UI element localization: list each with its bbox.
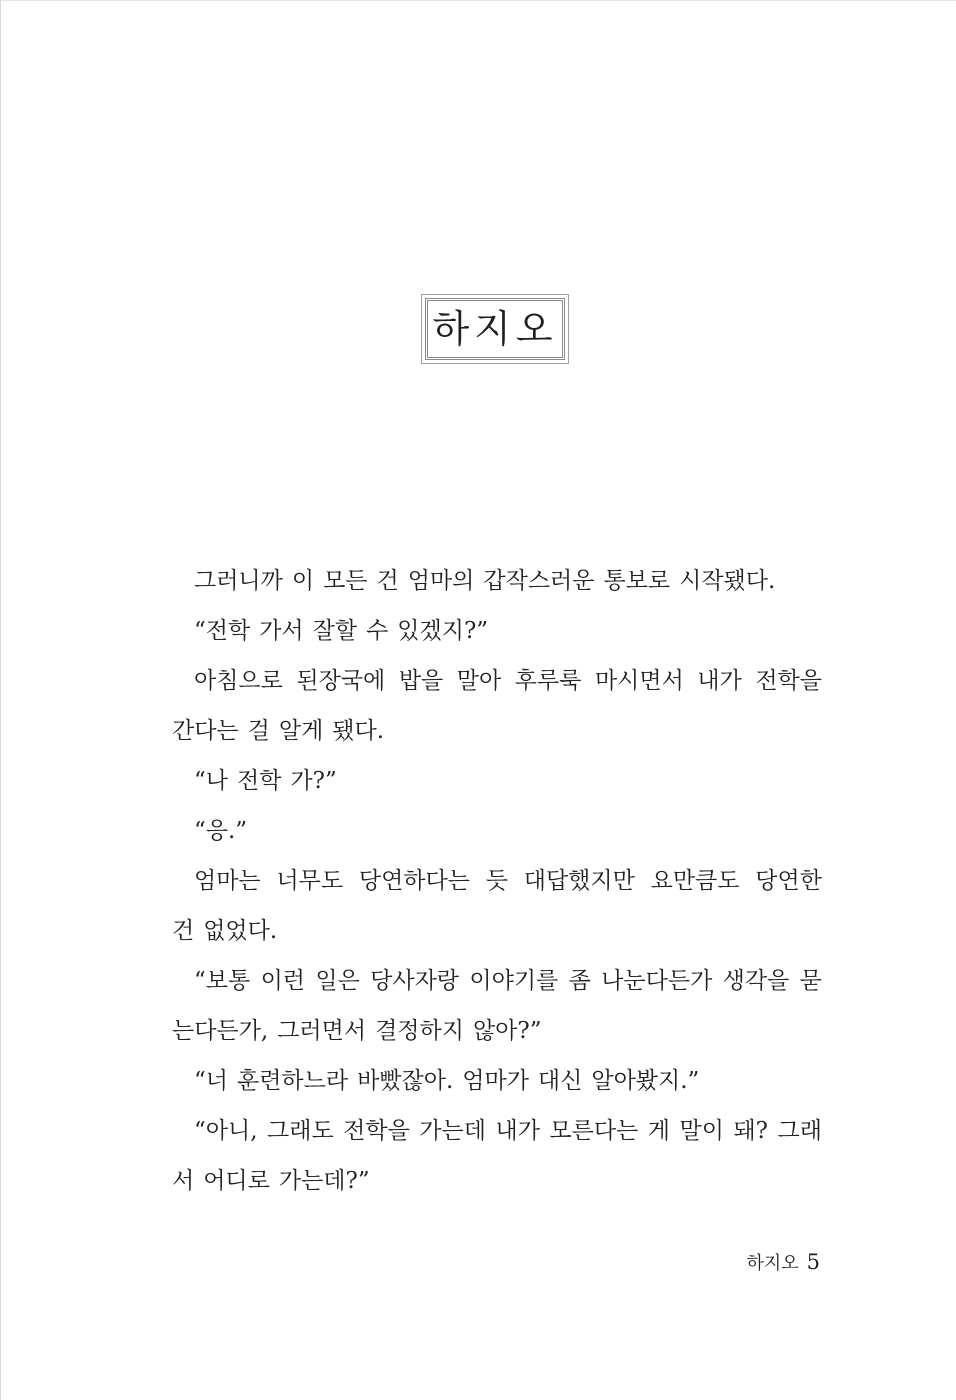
word: 일은 (315, 968, 360, 994)
word: 걸 (247, 718, 270, 744)
word: “나 (194, 768, 228, 794)
word: “아니, (194, 1118, 258, 1144)
word: 이런 (260, 968, 305, 994)
word: 나눈다든가 (601, 968, 713, 994)
text-line (172, 1056, 822, 1106)
word: 밥을 (398, 668, 444, 694)
word: 듯 (485, 868, 508, 894)
page-number: 5 (806, 1250, 820, 1274)
word: 잘할 (312, 618, 358, 644)
word: 이야기를 (469, 968, 559, 994)
word: 당연하다는 (358, 868, 470, 894)
text-line (172, 656, 822, 706)
word: 너무도 (276, 868, 344, 894)
word: 있겠지?” (397, 618, 489, 644)
word: 아침으로 (194, 668, 283, 694)
word: 어디로 (203, 1168, 270, 1194)
word: 엄마가 (462, 1068, 529, 1094)
word: 는다든가, (172, 1018, 269, 1044)
word: 내가 (495, 1118, 540, 1144)
word: 요만큼도 (650, 868, 740, 894)
word: 갑작스러운 (483, 568, 595, 594)
word: 마시면서 (594, 668, 684, 694)
word: 결정하지 (375, 1018, 464, 1044)
word: 건 (376, 568, 399, 594)
word: 가는데 (419, 1118, 486, 1144)
word: “보통 (194, 968, 251, 994)
word: 간다는 (172, 718, 239, 744)
word: 내가 (697, 668, 742, 694)
word: 통보로 (603, 568, 671, 594)
word: 말이 (679, 1118, 724, 1144)
word: 대답했지만 (523, 868, 635, 894)
word: 그래도 (267, 1118, 334, 1144)
word: “전학 (194, 618, 251, 644)
word: 그러니까 (194, 568, 283, 594)
word: 당사자랑 (370, 968, 460, 994)
body-text (172, 556, 822, 1206)
page-footer (746, 1249, 820, 1275)
running-title: 하지오 (746, 1253, 799, 1274)
text-line (172, 906, 822, 956)
word: 묻 (799, 968, 822, 994)
word: 가?” (290, 768, 337, 794)
text-line (172, 1006, 822, 1056)
word: 됐다. (332, 718, 385, 744)
word: 전학 (236, 768, 282, 794)
word: 엄마는 (194, 868, 261, 894)
chapter-title: 하지오 (432, 307, 558, 351)
word: 가서 (259, 618, 304, 644)
word: 당연한 (755, 868, 822, 894)
word: 바빴잖아. (357, 1068, 454, 1094)
word: 가는데?” (278, 1168, 370, 1194)
text-line (172, 806, 822, 856)
word: 이 (291, 568, 315, 594)
word: 없었다. (203, 918, 278, 944)
word: “응.” (194, 818, 248, 844)
text-line (172, 856, 822, 906)
word: 그러면서 (277, 1018, 367, 1044)
text-line (172, 756, 822, 806)
word: 알아봤지.” (591, 1068, 700, 1094)
word: 시작됐다. (679, 568, 776, 594)
word: 대신 (537, 1068, 583, 1094)
text-line (172, 556, 822, 606)
word: 않아?” (472, 1018, 542, 1044)
word: “너 (194, 1068, 228, 1094)
word: 훈련하느라 (236, 1068, 349, 1094)
word: 전학을 (343, 1118, 410, 1144)
word: 서 (172, 1168, 195, 1194)
word: 전학을 (755, 668, 822, 694)
word: 생각을 (722, 968, 790, 994)
word: 돼? (733, 1118, 769, 1144)
chapter-title-inner-border (425, 298, 565, 360)
chapter-title-frame (421, 294, 569, 364)
word: 그래 (777, 1118, 822, 1144)
word: 말아 (456, 668, 502, 694)
word: 좀 (568, 968, 591, 994)
word: 건 (172, 918, 195, 944)
word: 모든 (323, 568, 368, 594)
text-line (172, 706, 822, 756)
text-line (172, 606, 822, 656)
word: 수 (366, 618, 389, 644)
word: 엄마의 (407, 568, 475, 594)
word: 알게 (278, 718, 324, 744)
word: 모른다는 (549, 1118, 639, 1144)
word: 후루룩 (514, 668, 582, 694)
text-line (172, 1106, 822, 1156)
text-line (172, 1156, 822, 1206)
word: 게 (647, 1118, 671, 1144)
word: 된장국에 (296, 668, 386, 694)
text-line (172, 956, 822, 1006)
